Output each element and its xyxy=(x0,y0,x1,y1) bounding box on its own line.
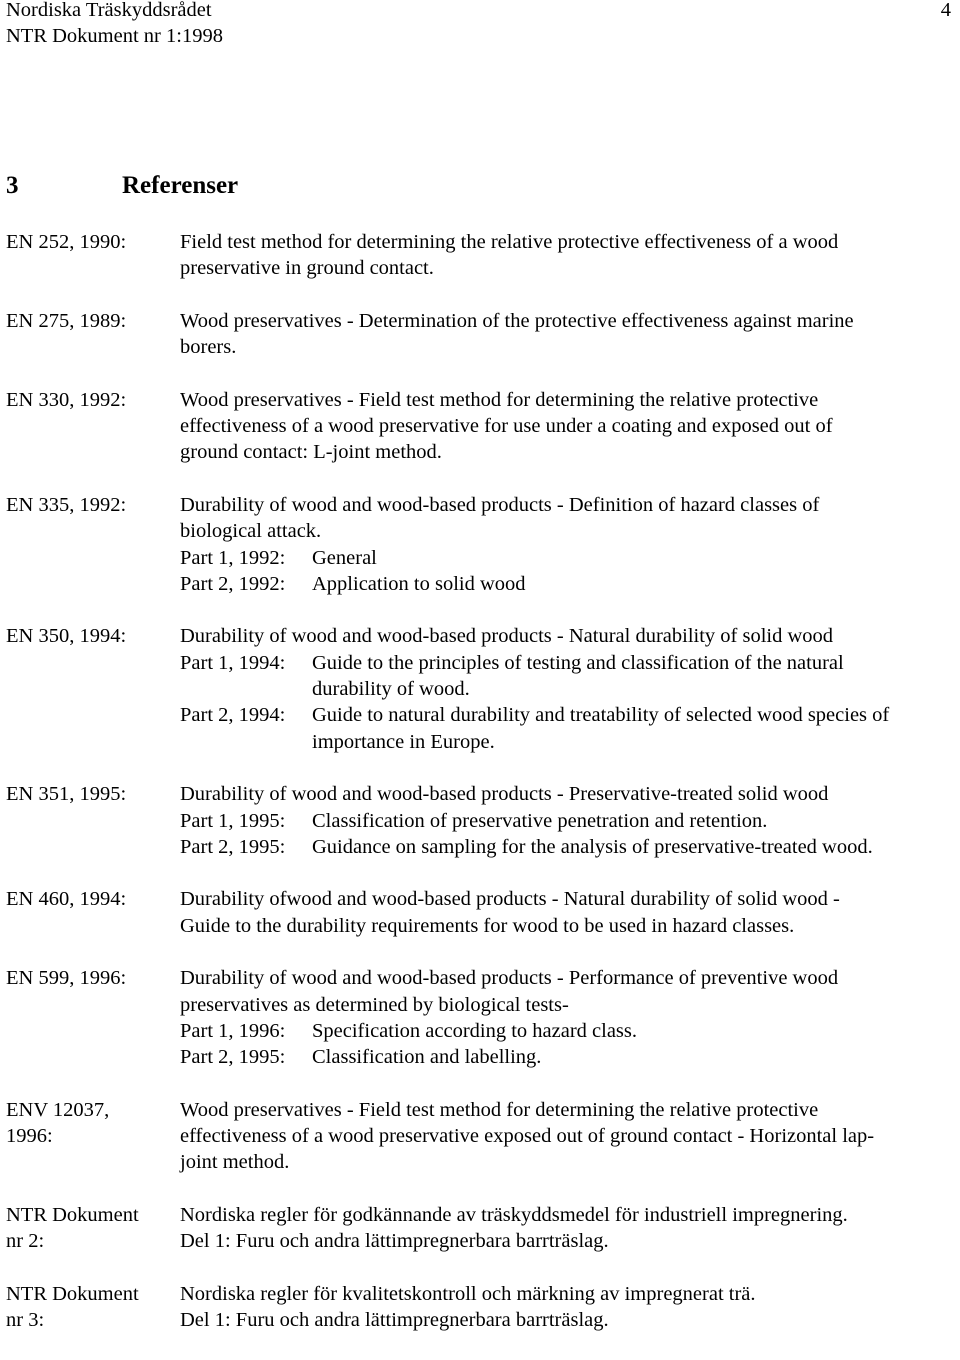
reference-code-line: EN 252, 1990: xyxy=(6,231,127,253)
reference-part-text xyxy=(312,1018,958,1044)
reference-entry xyxy=(6,387,958,466)
reference-part-text xyxy=(312,808,958,834)
reference-part-label: Part 2, 1994: xyxy=(180,704,286,727)
reference-entry xyxy=(6,623,958,754)
reference-code-line: nr 2: xyxy=(6,1230,45,1253)
reference-code-line: EN 330, 1992: xyxy=(6,388,127,411)
reference-part-text xyxy=(312,571,958,597)
reference-description xyxy=(180,229,958,282)
reference-code-line: EN 335, 1992: xyxy=(6,493,127,516)
reference-part-line: General xyxy=(312,546,377,569)
reference-code xyxy=(6,1281,180,1334)
reference-code xyxy=(6,965,180,1070)
reference-part-text xyxy=(312,702,958,755)
section-heading xyxy=(6,170,238,202)
reference-text-line: Wood preservatives - Field test method for determining the relative protective xyxy=(180,1098,819,1121)
reference-text-line: Wood preservatives - Field test method for determining the relative protective xyxy=(180,388,819,411)
reference-part-text xyxy=(312,1044,958,1070)
reference-text-line: Guide to the durability requirements for wood to be used in hazard classes. xyxy=(180,914,795,937)
reference-entry xyxy=(6,1281,958,1334)
reference-description xyxy=(180,781,958,860)
reference-part xyxy=(180,1044,958,1070)
reference-text-line: Durability ofwood and wood-based products - Natural durability of solid wood - xyxy=(180,888,840,911)
reference-text-line: Wood preservatives - Determination of the protective effectiveness against marine xyxy=(180,309,854,332)
reference-part-line: durability of wood. xyxy=(312,678,470,701)
reference-part-line: Guidance on sampling for the analysis of preservative-treated wood. xyxy=(312,835,873,858)
reference-code-line: EN 350, 1994: xyxy=(6,625,127,648)
reference-text-line: Del 1: Furu och andra lättimpregnerbara barrträslag. xyxy=(180,1230,609,1253)
reference-code-line: EN 599, 1996: xyxy=(6,967,127,990)
reference-code xyxy=(6,1097,180,1176)
reference-part-label: Part 2, 1992: xyxy=(180,572,286,595)
reference-description xyxy=(180,1281,958,1334)
reference-part-label: Part 1, 1996: xyxy=(180,1019,286,1042)
reference-code-line: nr 3: xyxy=(6,1309,45,1332)
reference-part-text xyxy=(312,545,958,571)
reference-description xyxy=(180,492,958,597)
reference-description xyxy=(180,308,958,361)
reference-code xyxy=(6,308,180,361)
reference-part-text xyxy=(312,650,958,703)
reference-entry xyxy=(6,1202,958,1255)
reference-part xyxy=(180,702,958,755)
reference-part-line: importance in Europe. xyxy=(312,730,495,753)
reference-code-line: EN 275, 1989: xyxy=(6,309,127,332)
reference-part-label: Part 1, 1994: xyxy=(180,651,286,674)
reference-description xyxy=(180,623,958,754)
reference-entry xyxy=(6,308,958,361)
reference-list xyxy=(6,229,958,1360)
reference-part-label: Part 1, 1992: xyxy=(180,546,286,569)
reference-code-line: EN 460, 1994: xyxy=(6,888,127,911)
reference-part xyxy=(180,571,958,597)
reference-entry xyxy=(6,886,958,939)
section-number: 3 xyxy=(6,172,19,199)
page-number: 4 xyxy=(940,0,951,21)
reference-part xyxy=(180,834,958,860)
reference-code xyxy=(6,1202,180,1255)
reference-text-line: effectiveness of a wood preservative for use under a coating and exposed out of xyxy=(180,415,833,438)
reference-code-line: ENV 12037, xyxy=(6,1098,110,1121)
reference-code-line: NTR Dokument xyxy=(6,1282,139,1305)
reference-part-label: Part 2, 1995: xyxy=(180,1046,286,1069)
reference-text-line: Nordiska regler för godkännande av träskyddsmedel för industriell impregnering. xyxy=(180,1203,848,1226)
reference-entry xyxy=(6,781,958,860)
reference-description xyxy=(180,1097,958,1176)
reference-text-line: Durability of wood and wood-based products - Preservative-treated solid wood xyxy=(180,783,829,806)
reference-text-line: preservatives as determined by biological tests- xyxy=(180,993,569,1016)
reference-part-line: Guide to the principles of testing and classification of the natural xyxy=(312,651,844,674)
reference-text-line: preservative in ground contact. xyxy=(180,257,434,280)
reference-text-line: Durability of wood and wood-based products - Performance of preventive wood xyxy=(180,967,839,990)
reference-part-text xyxy=(312,834,958,860)
reference-text-line: Durability of wood and wood-based products - Definition of hazard classes of xyxy=(180,493,820,516)
section-title: Referenser xyxy=(122,172,239,199)
reference-description xyxy=(180,965,958,1070)
reference-part-label: Part 1, 1995: xyxy=(180,809,286,832)
reference-text-line: Nordiska regler för kvalitetskontroll och märkning av impregnerat trä. xyxy=(180,1282,756,1305)
reference-code xyxy=(6,886,180,939)
reference-text-line: joint method. xyxy=(180,1151,290,1174)
reference-code xyxy=(6,781,180,860)
reference-part xyxy=(180,545,958,571)
reference-entry xyxy=(6,1097,958,1176)
reference-code-line: NTR Dokument xyxy=(6,1203,139,1226)
reference-code xyxy=(6,387,180,466)
reference-code xyxy=(6,623,180,754)
reference-text-line: Field test method for determining the relative protective effectiveness of a wood xyxy=(180,231,839,253)
reference-entry xyxy=(6,965,958,1070)
reference-entry xyxy=(6,492,958,597)
reference-part-line: Classification of preservative penetration and retention. xyxy=(312,809,768,832)
reference-text-line: biological attack. xyxy=(180,520,322,543)
reference-part-line: Classification and labelling. xyxy=(312,1046,542,1069)
reference-code xyxy=(6,492,180,597)
header-org: Nordiska Träskyddsrådet xyxy=(6,0,212,21)
reference-part-line: Application to solid wood xyxy=(312,572,526,595)
reference-text-line: borers. xyxy=(180,336,237,359)
reference-text-line: effectiveness of a wood preservative exposed out of ground contact - Horizontal lap- xyxy=(180,1125,875,1148)
reference-text-line: ground contact: L-joint method. xyxy=(180,441,442,464)
reference-code xyxy=(6,229,180,282)
reference-part xyxy=(180,808,958,834)
reference-part-label: Part 2, 1995: xyxy=(180,835,286,858)
reference-part-line: Guide to natural durability and treatability of selected wood species of xyxy=(312,704,890,727)
reference-description xyxy=(180,387,958,466)
header-doc-id: NTR Dokument nr 1:1998 xyxy=(6,25,223,48)
reference-part xyxy=(180,650,958,703)
reference-part xyxy=(180,1018,958,1044)
reference-description xyxy=(180,886,958,939)
reference-entry xyxy=(6,229,958,282)
page-header xyxy=(6,0,951,50)
reference-code-line: 1996: xyxy=(6,1125,53,1148)
reference-text-line: Del 1: Furu och andra lättimpregnerbara barrträslag. xyxy=(180,1309,609,1332)
reference-part-line: Specification according to hazard class. xyxy=(312,1019,638,1042)
reference-text-line: Durability of wood and wood-based products - Natural durability of solid wood xyxy=(180,625,834,648)
reference-description xyxy=(180,1202,958,1255)
reference-code-line: EN 351, 1995: xyxy=(6,783,127,806)
